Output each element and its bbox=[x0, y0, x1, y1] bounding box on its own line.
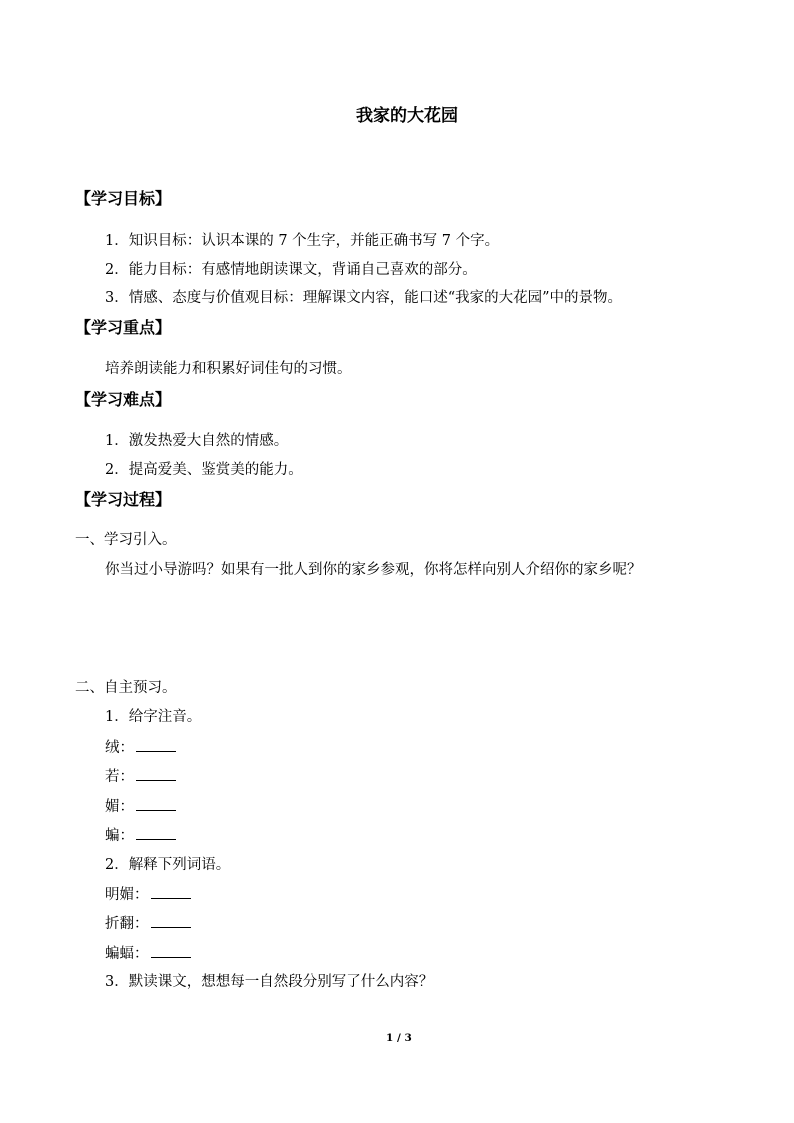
difficulty-item-1: 1．激发热爱大自然的情感。 bbox=[105, 433, 289, 449]
part1-title: 一、学习引入。 bbox=[75, 532, 177, 548]
key-points-text: 培养朗读能力和积累好词佳句的习惯。 bbox=[105, 361, 352, 377]
answer-blank[interactable] bbox=[151, 913, 191, 928]
word-label: 明媚： bbox=[105, 887, 149, 903]
answer-blank[interactable] bbox=[151, 943, 191, 958]
char-row bbox=[105, 766, 176, 787]
page-number: 1 / 3 bbox=[386, 1032, 412, 1044]
objective-item-3: 3．情感、态度与价值观目标：理解课文内容，能口述“我家的大花园”中的景物。 bbox=[105, 290, 623, 306]
char-row bbox=[105, 737, 176, 758]
answer-blank[interactable] bbox=[136, 825, 176, 840]
char-label: 媚： bbox=[105, 799, 134, 815]
answer-blank[interactable] bbox=[136, 796, 176, 811]
word-row bbox=[105, 943, 191, 964]
difficulty-item-2: 2．提高爱美、鉴赏美的能力。 bbox=[105, 462, 303, 478]
char-label: 绒： bbox=[105, 740, 134, 756]
heading-key-points: 【学习重点】 bbox=[75, 318, 172, 337]
word-row bbox=[105, 913, 191, 934]
objective-item-2: 2．能力目标：有感情地朗读课文，背诵自己喜欢的部分。 bbox=[105, 262, 477, 278]
page-title: 我家的大花园 bbox=[356, 106, 458, 126]
answer-blank[interactable] bbox=[151, 884, 191, 899]
char-row bbox=[105, 796, 176, 817]
char-label: 蝙： bbox=[105, 828, 134, 844]
char-label: 若： bbox=[105, 769, 134, 785]
part2-title: 二、自主预习。 bbox=[75, 680, 177, 696]
question-3: 3．默读课文，想想每一自然段分别写了什么内容？ bbox=[105, 974, 434, 990]
word-label: 蝙蝠： bbox=[105, 946, 149, 962]
heading-objectives: 【学习目标】 bbox=[75, 189, 172, 208]
heading-difficulties: 【学习难点】 bbox=[75, 390, 172, 409]
word-label: 折翻： bbox=[105, 916, 149, 932]
answer-blank[interactable] bbox=[136, 737, 176, 752]
heading-process: 【学习过程】 bbox=[75, 490, 172, 509]
word-row bbox=[105, 884, 191, 905]
question-1: 1．给字注音。 bbox=[105, 709, 202, 725]
question-2: 2．解释下列词语。 bbox=[105, 857, 231, 873]
objective-item-1: 1．知识目标：认识本课的 7 个生字，并能正确书写 7 个字。 bbox=[105, 233, 500, 249]
char-row bbox=[105, 825, 176, 846]
answer-blank[interactable] bbox=[136, 766, 176, 781]
part1-text: 你当过小导游吗？如果有一批人到你的家乡参观，你将怎样向别人介绍你的家乡呢？ bbox=[105, 562, 642, 578]
